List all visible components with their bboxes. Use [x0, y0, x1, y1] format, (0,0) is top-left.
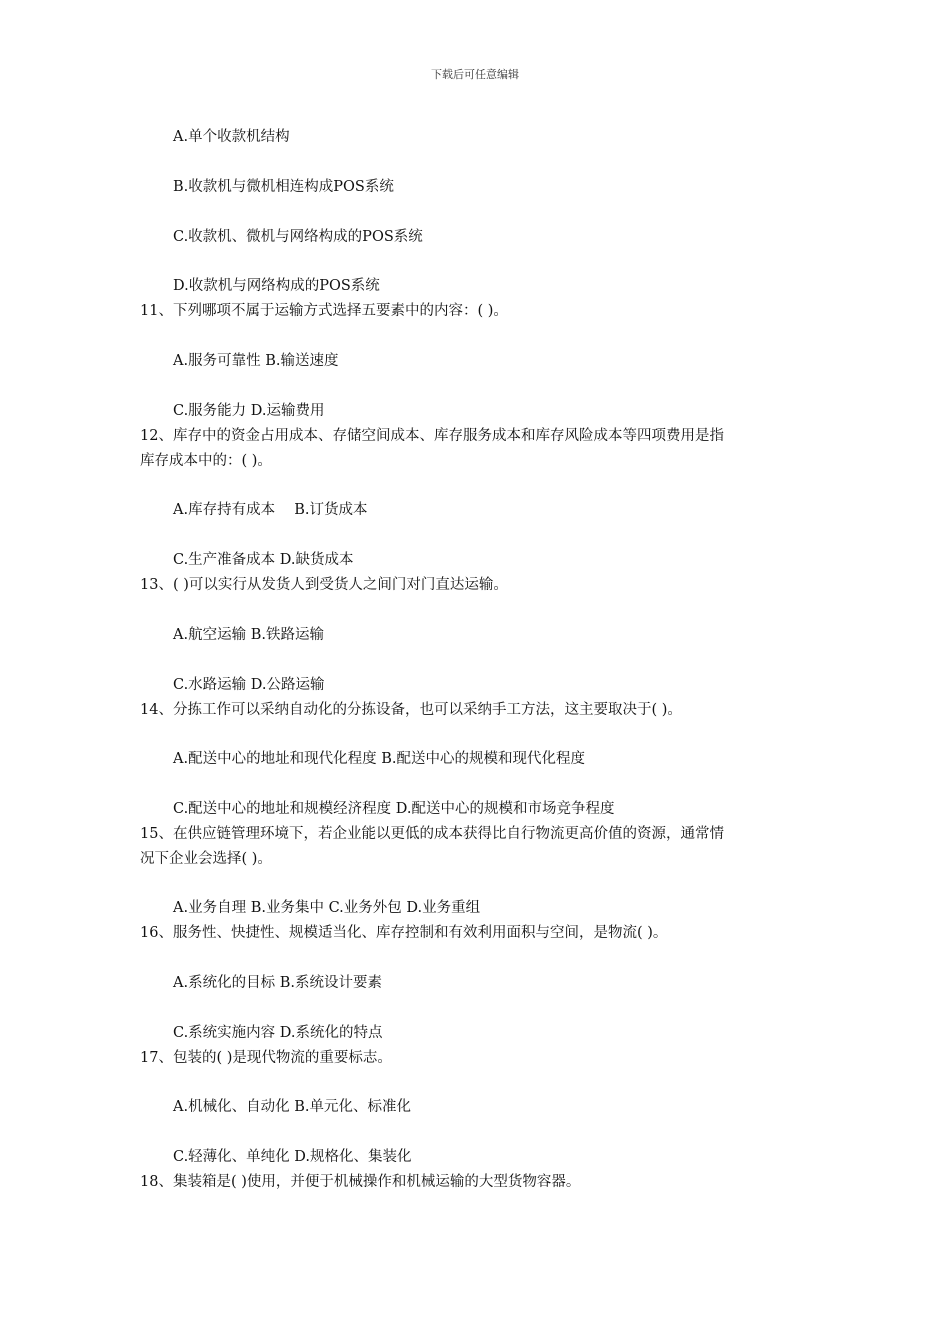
page-header: 下载后可任意编辑	[431, 68, 519, 81]
option-line: B.收款机与微机相连构成POS系统	[173, 179, 394, 195]
question-line: 况下企业会选择( )。	[140, 851, 272, 867]
option-line: A.服务可靠性 B.输送速度	[173, 353, 339, 369]
question-line: 14、分拣工作可以采纳自动化的分拣设备，也可以采纳手工方法，这主要取决于( )。	[140, 702, 682, 718]
option-line: A.航空运输 B.铁路运输	[173, 627, 324, 643]
question-line: 18、集装箱是( )使用，并便于机械操作和机械运输的大型货物容器。	[140, 1174, 581, 1190]
option-line: A.库存持有成本 B.订货成本	[173, 502, 368, 518]
option-line: A.机械化、自动化 B.单元化、标准化	[173, 1099, 411, 1115]
option-line: A.系统化的目标 B.系统设计要素	[173, 975, 382, 991]
option-line: C.水路运输 D.公路运输	[173, 677, 325, 693]
option-line: D.收款机与网络构成的POS系统	[173, 278, 380, 294]
question-line: 15、在供应链管理环境下，若企业能以更低的成本获得比自行物流更高价值的资源，通常情	[140, 826, 724, 842]
option-line: A.单个收款机结构	[173, 129, 290, 145]
question-line: 11、下列哪项不属于运输方式选择五要素中的内容：( )。	[140, 303, 508, 319]
option-line: A.配送中心的地址和现代化程度 B.配送中心的规模和现代化程度	[173, 751, 585, 767]
question-line: 16、服务性、快捷性、规模适当化、库存控制和有效利用面积与空间，是物流( )。	[140, 925, 668, 941]
question-line: 13、( )可以实行从发货人到受货人之间门对门直达运输。	[140, 577, 508, 593]
question-line: 12、库存中的资金占用成本、存储空间成本、库存服务成本和库存风险成本等四项费用是指	[140, 428, 724, 444]
option-line: C.生产准备成本 D.缺货成本	[173, 552, 354, 568]
question-line: 库存成本中的：( )。	[140, 453, 272, 469]
option-line: C.收款机、微机与网络构成的POS系统	[173, 229, 423, 245]
option-line: C.服务能力 D.运输费用	[173, 403, 325, 419]
option-line: C.配送中心的地址和规模经济程度 D.配送中心的规模和市场竞争程度	[173, 801, 615, 817]
question-line: 17、包装的( )是现代物流的重要标志。	[140, 1050, 392, 1066]
option-line: C.轻薄化、单纯化 D.规格化、集装化	[173, 1149, 412, 1165]
option-line: C.系统实施内容 D.系统化的特点	[173, 1025, 383, 1041]
option-line: A.业务自理 B.业务集中 C.业务外包 D.业务重组	[173, 900, 481, 916]
